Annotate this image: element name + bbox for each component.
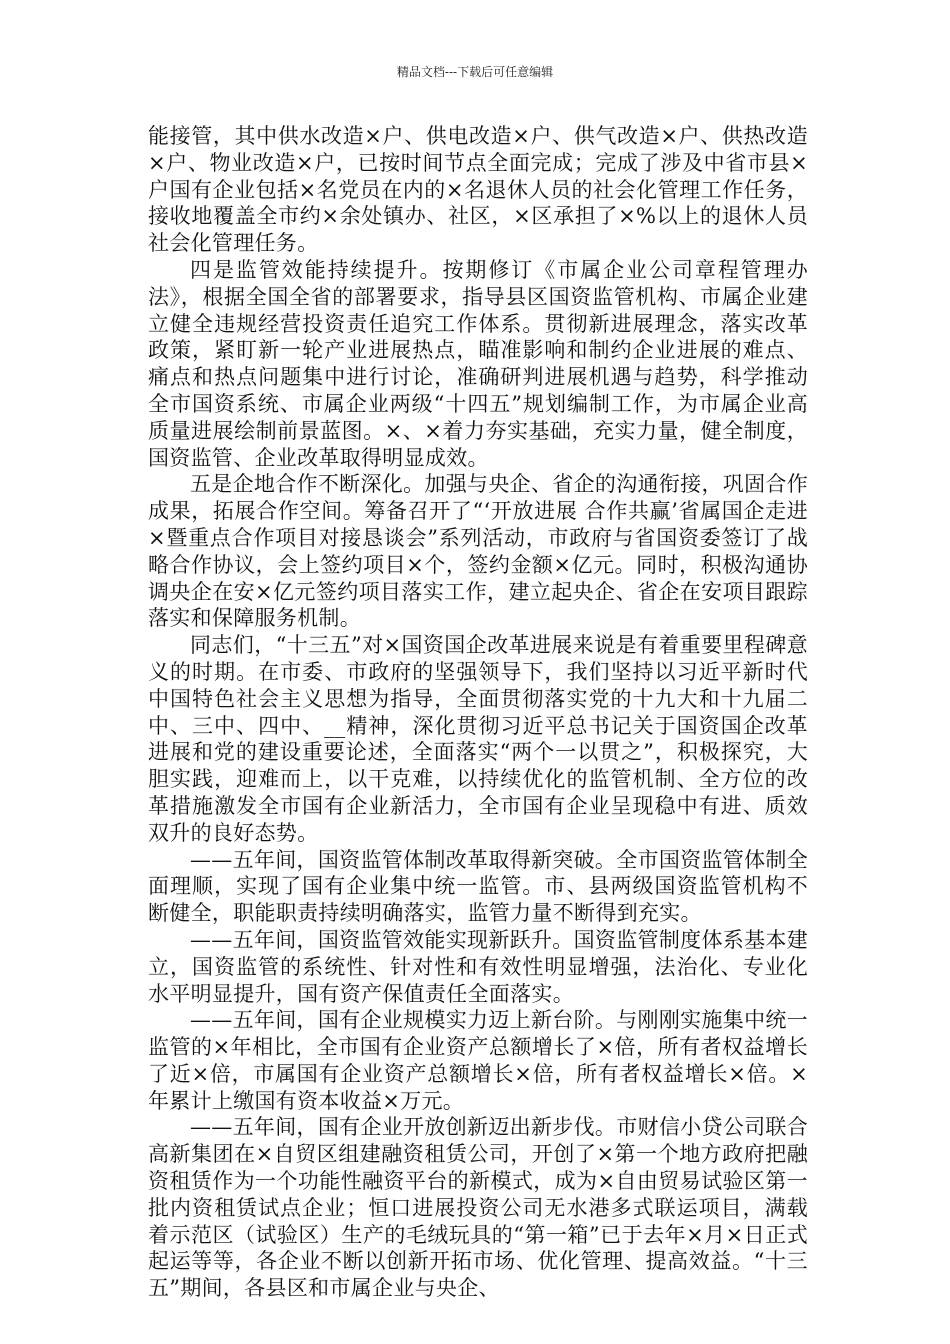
document-body [148, 123, 808, 1302]
paragraph-scale-strength: ——五年间，国有企业规模实力迈上新台阶。与刚刚实施集中统一监管的×年相比，全市国有企业资产总额增长了×倍，所有者权益增长了近×倍，市属国有企业资产总额增长×倍，所有者权益增长×倍。×年累计上缴国有资本收益×万元。 [148, 1008, 808, 1113]
paragraph-system-reform: ——五年间，国资监管体制改革取得新突破。全市国资监管体制全面理顺，实现了国有企业集中统一监管。市、县两级国资监管机构不断健全，职能职责持续明确落实，监管力量不断得到充实。 [148, 847, 808, 926]
paragraph-thirteenth-five-year: 同志们，“十三五”对×国资国企改革进展来说是有着重要里程碑意义的时期。在市委、市政府的坚强领导下，我们坚持以习近平新时代中国特色社会主义思想为指导，全面贯彻落实党的十九大和十九届二中、三中、四中、__精神，深化贯彻习近平总书记关于国资国企改革进展和党的建设重要论述，全面落实“两个一以贯之”，积极探究，大胆实践，迎难而上，以干克难，以持续优化的监管机制、全方位的改革措施激发全市国有企业新活力，全市国有企业呈现稳中有进、质效双升的良好态势。 [148, 633, 808, 845]
paragraph-continuation: 能接管，其中供水改造×户、供电改造×户、供气改造×户、供热改造×户、物业改造×户，已按时间节点全面完成；完成了涉及中省市县×户国有企业包括×名党员在内的×名退休人员的社会化管理工作任务，接收地覆盖全市约×余处镇办、社区，×区承担了×%以上的退休人员社会化管理任务。 [148, 124, 808, 256]
page-header: 精品文档---下载后可任意编辑 [396, 65, 554, 79]
paragraph-open-innovation: ——五年间，国有企业开放创新迈出新步伐。市财信小贷公司联合高新集团在×自贸区组建融资租赁公司，开创了×第一个地方政府把融资租赁作为一个功能性融资平台的新模式，成为×自由贸易试验区第一批内资租赁试点企业；恒口进展投资公司无水港多式联运项目，满载着示范区（试验区）生产的毛绒玩具的“第一箱”已于去年×月×日正式起运等等，各企业不断以创新开拓市场、优化管理、提高效益。“十三五”期间，各县区和市属企业与央企、 [148, 1115, 808, 1301]
paragraph-enterprise-cooperation: 五是企地合作不断深化。加强与央企、省企的沟通衔接，巩固合作成果，拓展合作空间。筹备召开了“‘开放进展 合作共赢’省属国企走进×暨重点合作项目对接恳谈会”系列活动，市政府与省国资委签订了战略合作协议，会上签约项目×个，签约金额×亿元。同时，积极沟通协调央企在安×亿元签约项目落实工作，建立起央企、省企在安项目跟踪落实和保障服务机制。 [148, 472, 808, 631]
paragraph-supervision-efficiency: 四是监管效能持续提升。按期修订《市属企业公司章程管理办法》，根据全国全省的部署要求，指导县区国资监管机构、市属企业建立健全违规经营投资责任追究工作体系。贯彻新进展理念，落实改革政策，紧盯新一轮产业进展热点，瞄准影响和制约企业进展的难点、痛点和热点问题集中进行讨论，准确研判进展机遇与趋势，科学推动全市国资系统、市属企业两级“十四五”规划编制工作，为市属企业高质量进展绘制前景蓝图。×、×着力夯实基础，充实力量，健全制度，国资监管、企业改革取得明显成效。 [148, 257, 808, 470]
paragraph-supervision-leap: ——五年间，国资监管效能实现新跃升。国资监管制度体系基本建立，国资监管的系统性、针对性和有效性明显增强，法治化、专业化水平明显提升，国有资产保值责任全面落实。 [148, 927, 808, 1006]
